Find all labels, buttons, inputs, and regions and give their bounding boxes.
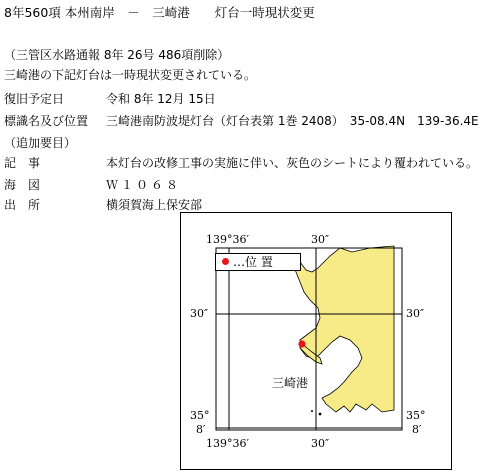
legend-label: …位 置 <box>233 255 273 269</box>
lon-bottom-left: 139°36′ <box>206 437 249 450</box>
place-name-misaki: 三崎港 <box>272 376 309 390</box>
source-reference: （三管区水路通報 8年 26号 486項削除） <box>4 48 230 62</box>
lon-top-left: 139°36′ <box>206 233 249 246</box>
light-name-label: 標識名及び位置 <box>4 114 89 128</box>
restore-date-label: 復旧予定日 <box>4 92 65 106</box>
remarks-value: 本灯台の改修工事の実施に伴い、灰色のシートにより覆われている。 <box>106 156 479 170</box>
additional-heading: （追加要目） <box>4 136 77 150</box>
notice-title: 8年560項 本州南岸 － 三崎港 灯台一時現状変更 <box>4 5 315 20</box>
lat-right-mid: 30″ <box>406 307 425 320</box>
position-marker <box>298 340 305 347</box>
lat-bottom-right-min: 8′ <box>412 423 422 436</box>
restore-date-value: 令和 8年 12月 15日 <box>106 92 216 106</box>
remarks-label: 記 事 <box>4 156 41 170</box>
light-name-value: 三崎港南防波堤灯台（灯台表第 1巻 2408） 35-08.4N 139-36.4E <box>106 114 479 128</box>
lon-top-mid: 30″ <box>311 233 330 246</box>
lat-bottom-right-deg: 35° <box>406 409 426 422</box>
lon-bottom-mid: 30″ <box>311 437 330 450</box>
lat-left-mid: 30″ <box>190 307 209 320</box>
islet <box>311 410 313 412</box>
islet <box>319 413 322 416</box>
legend-marker-icon <box>222 258 229 265</box>
lat-bottom-left-min: 8′ <box>196 423 206 436</box>
source-label: 出 所 <box>4 198 41 212</box>
chart-value: Ｗ１０６８ <box>106 178 182 192</box>
map-legend <box>215 253 301 271</box>
notice-summary: 三崎港の下記灯台は一時現状変更されている。 <box>4 68 257 82</box>
source-value: 横須賀海上保安部 <box>106 198 203 212</box>
lat-bottom-left-deg: 35° <box>190 409 210 422</box>
chart-label: 海 図 <box>4 178 41 192</box>
